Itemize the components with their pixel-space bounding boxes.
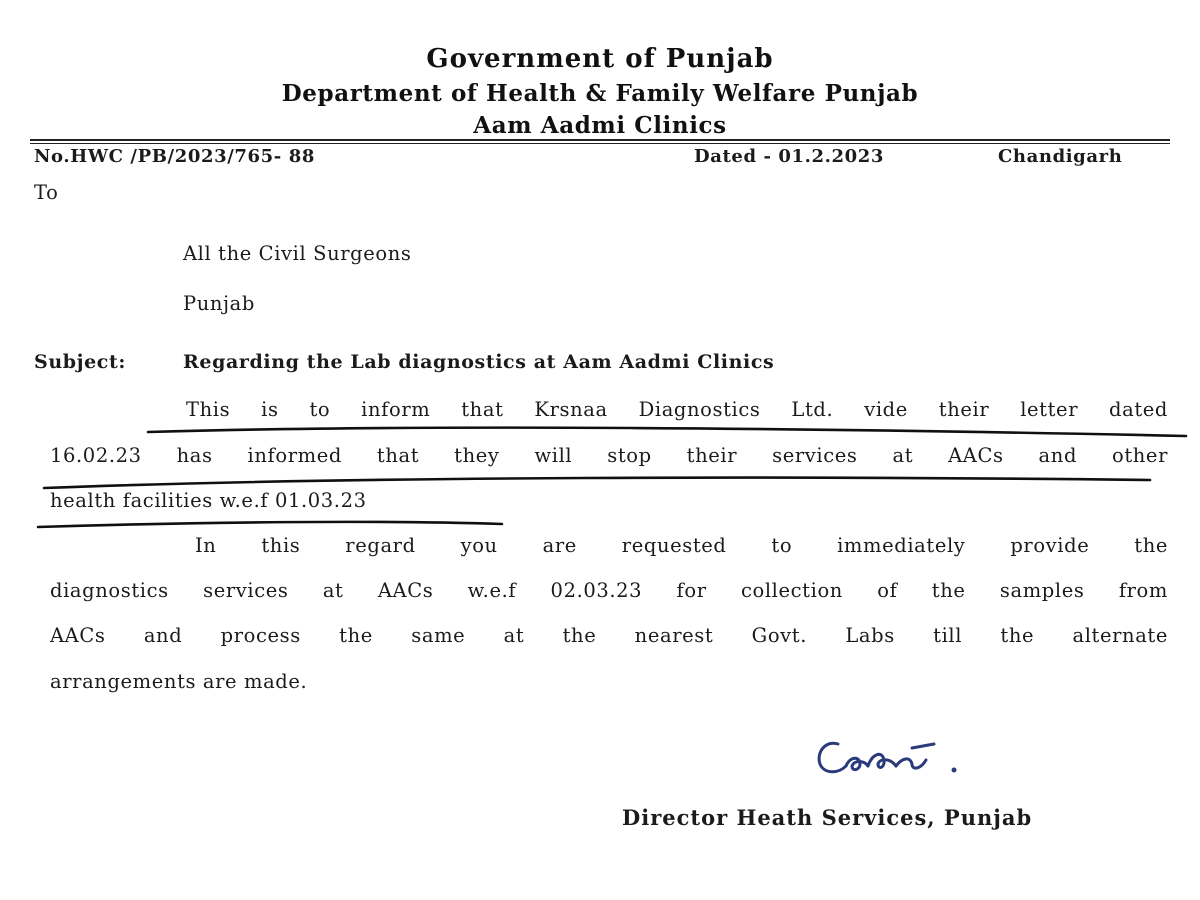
- underline-1: [148, 428, 1186, 436]
- paragraph2-line3: AACs and process the same at the nearest Govt. Labs till the alternate: [50, 624, 1168, 647]
- signature-image: [808, 730, 968, 786]
- header-clinics: Aam Aadmi Clinics: [473, 112, 727, 139]
- addressee-line2: Punjab: [183, 292, 255, 315]
- underline-2: [44, 478, 1150, 488]
- paragraph2-line2: diagnostics services at AACs w.e.f 02.03.23 for collection of the samples from: [50, 579, 1168, 602]
- header-department: Department of Health & Family Welfare Punjab: [281, 80, 919, 107]
- paragraph1-line2: 16.02.23 has informed that they will stop their services at AACs and other: [50, 444, 1168, 467]
- subject-text: Regarding the Lab diagnostics at Aam Aadmi Clinics: [183, 351, 775, 373]
- header-government: Government of Punjab: [426, 44, 774, 74]
- reference-number: No.HWC /PB/2023/765- 88: [34, 146, 315, 167]
- signatory-designation: Director Heath Services, Punjab: [622, 805, 1033, 830]
- paragraph2-line1: In this regard you are requested to immediately provide the: [195, 534, 1168, 557]
- paragraph1-line3: health facilities w.e.f 01.03.23: [50, 489, 367, 512]
- subject-label: Subject:: [34, 351, 126, 373]
- paragraph2-line4: arrangements are made.: [50, 670, 308, 693]
- addressee-line1: All the Civil Surgeons: [183, 242, 412, 265]
- reference-place: Chandigarh: [998, 146, 1123, 167]
- reference-date: Dated - 01.2.2023: [694, 146, 885, 167]
- paragraph1-line1: This is to inform that Krsnaa Diagnostics Ltd. vide their letter dated: [186, 398, 1168, 421]
- to-label: To: [34, 181, 59, 204]
- underline-3: [38, 522, 502, 527]
